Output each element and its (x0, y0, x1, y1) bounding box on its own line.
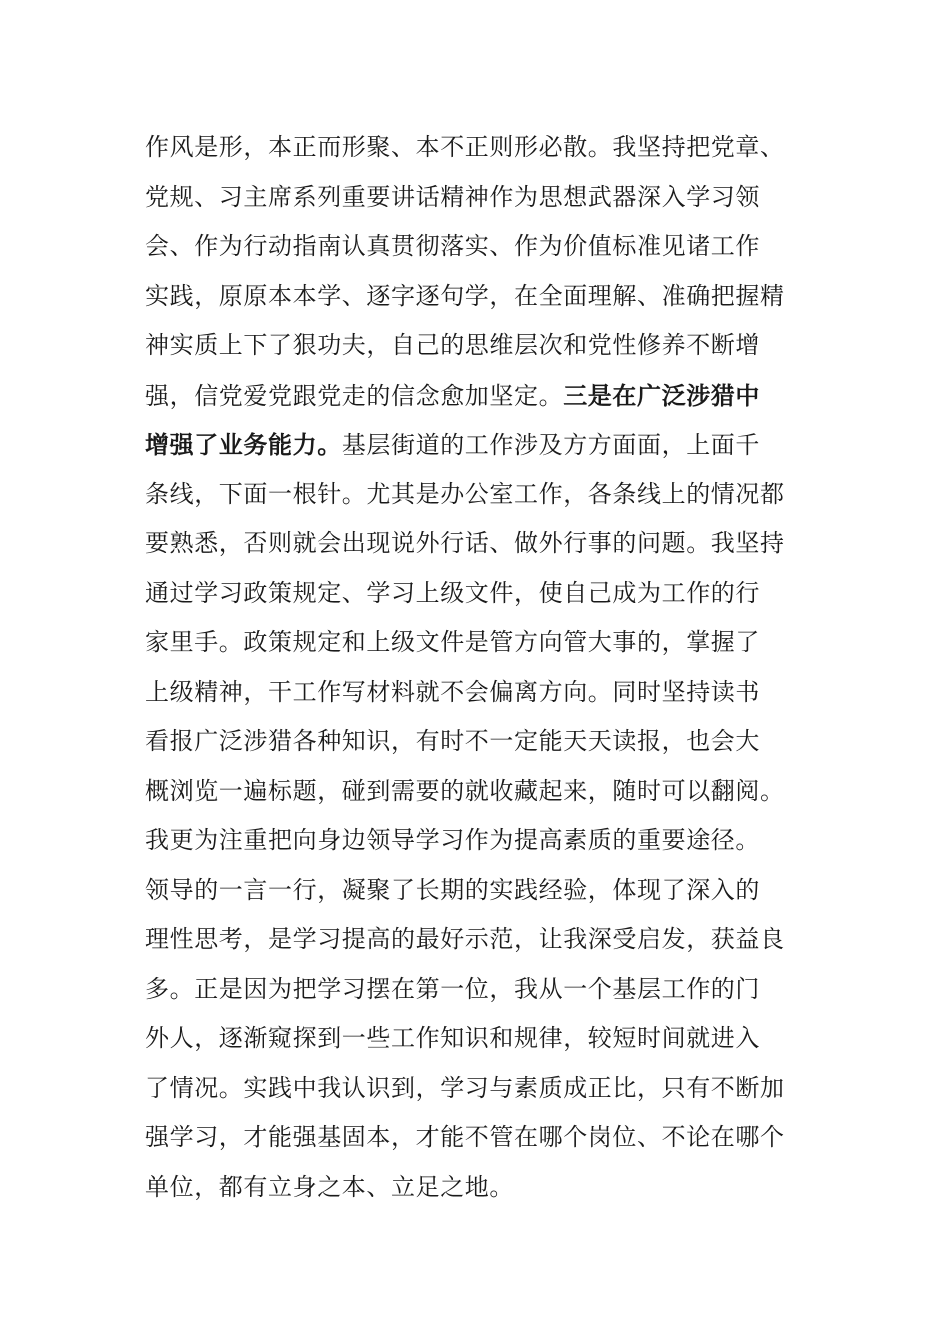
text-line (145, 717, 807, 767)
text-line (145, 767, 807, 817)
body-text: 看报广泛涉猎各种知识，有时不一定能天天读报，也会大 (145, 727, 760, 755)
body-text: 作风是形，本正而形聚、本不正则形必散。我坚持把党章、 (145, 133, 785, 161)
text-line (145, 321, 807, 371)
bold-heading-text: 增强了业务能力。 (145, 430, 342, 459)
body-text: 概浏览一遍标题，碰到需要的就收藏起来，随时可以翻阅。 (145, 776, 785, 805)
body-text: 强，信党爱党跟党走的信念愈加坚定。 (145, 381, 564, 410)
text-line (145, 915, 807, 965)
text-line (145, 618, 807, 668)
text-line (145, 222, 807, 272)
text-line (145, 173, 807, 223)
text-line (145, 668, 807, 718)
body-text: 多。正是因为把学习摆在第一位，我从一个基层工作的门 (145, 974, 760, 1003)
text-line (145, 569, 807, 619)
text-line (145, 1014, 807, 1064)
body-text: 党规、习主席系列重要讲话精神作为思想武器深入学习领 (145, 182, 760, 211)
text-line (145, 519, 807, 569)
text-line (145, 1113, 807, 1163)
body-text: 会、作为行动指南认真贯彻落实、作为价值标准见诸工作 (145, 232, 760, 260)
body-text: 上级精神，干工作写材料就不会偏离方向。同时坚持读书 (145, 677, 760, 706)
body-text: 条线，下面一根针。尤其是办公室工作，各条线上的情况都 (145, 479, 785, 508)
body-text: 通过学习政策规定、学习上级文件，使自己成为工作的行 (145, 578, 760, 607)
body-text: 实践，原原本本学、逐字逐句学，在全面理解、准确把握精 (145, 281, 785, 310)
text-line (145, 866, 807, 916)
text-line (145, 420, 807, 470)
body-text: 领导的一言一行，凝聚了长期的实践经验，体现了深入的 (145, 875, 760, 904)
text-line (145, 1163, 807, 1213)
body-text: 理性思考，是学习提高的最好示范，让我深受启发，获益良 (145, 925, 785, 953)
body-text: 家里手。政策规定和上级文件是管方向管大事的，掌握了 (145, 628, 760, 656)
body-text: 强学习，才能强基固本，才能不管在哪个岗位、不论在哪个 (145, 1123, 785, 1151)
body-text: 神实质上下了狠功夫，自己的思维层次和党性修养不断增 (145, 331, 760, 359)
body-text: 基层街道的工作涉及方方面面，上面千 (341, 431, 761, 459)
text-line (145, 272, 807, 322)
text-line (145, 470, 807, 520)
text-line (145, 965, 807, 1015)
text-line (145, 816, 807, 866)
body-text: 要熟悉，否则就会出现说外行话、做外行事的问题。我坚持 (145, 529, 785, 557)
body-text: 单位，都有立身之本、立足之地。 (145, 1172, 514, 1201)
text-line (145, 1064, 807, 1114)
text-line (145, 123, 807, 173)
bold-heading-text: 三是在广泛涉猎中 (563, 380, 761, 410)
body-text: 外人，逐渐窥探到一些工作知识和规律，较短时间就进入 (145, 1024, 760, 1052)
body-text: 了情况。实践中我认识到，学习与素质成正比，只有不断加 (145, 1073, 785, 1102)
text-line (145, 371, 807, 421)
body-text: 我更为注重把向身边领导学习作为提高素质的重要途径。 (145, 826, 760, 854)
body-paragraph (145, 123, 807, 1212)
